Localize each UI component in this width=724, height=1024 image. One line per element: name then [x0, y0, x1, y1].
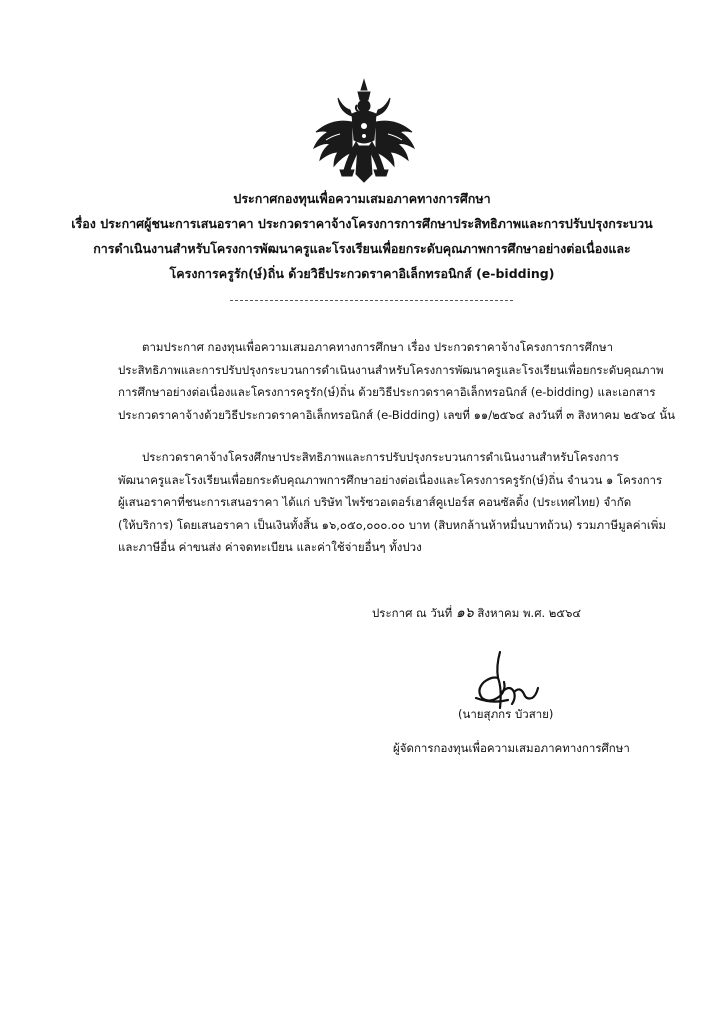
body-paragraph-2 [118, 446, 666, 559]
body-paragraph-1 [118, 336, 676, 426]
header-subject-line-1: เรื่อง ประกาศผู้ชนะการเสนอราคา ประกวดราคาจ้างโครงการการศึกษาประสิทธิภาพและการปรับปรุงกระบวน [71, 216, 653, 231]
header-subject-line-2: การดำเนินงานสำหรับโครงการพัฒนาครูและโรงเรียนเพื่อยกระดับคุณภาพการศึกษาอย่างต่อเนื่องและ [93, 241, 631, 256]
announcement-date [372, 602, 581, 624]
paragraph-line: การศึกษาอย่างต่อเนื่องและโครงการครูรัก(ษ์)ถิ่น ด้วยวิธีประกวดราคาอิเล็กทรอนิกส์ (e-bidding) และเอกสาร [118, 385, 656, 399]
garuda-emblem-icon [310, 78, 418, 188]
date-day: ๑๖ [455, 605, 474, 621]
paragraph-line: ประสิทธิภาพและการปรับปรุงกระบวนการดำเนินงานสำหรับโครงการพัฒนาครูและโรงเรียนเพื่อยกระดับคุณภาพ [118, 362, 664, 377]
signer-name: (นายสุภกร บัวสาย) [458, 707, 554, 721]
paragraph-line: ประกวดราคาจ้างโครงศึกษาประสิทธิภาพและการปรับปรุงกระบวนการดำเนินงานสำหรับโครงการ [142, 450, 619, 464]
date-month-year: สิงหาคม พ.ศ. ๒๕๖๔ [477, 606, 582, 620]
paragraph-line: พัฒนาครูและโรงเรียนเพื่อยกระดับคุณภาพการศึกษาอย่างต่อเนื่องและโครงการครูรัก(ษ์)ถิ่น จำนวน ๑ โครงการ [118, 472, 663, 487]
header-divider [230, 300, 513, 301]
header-title: ประกาศกองทุนเพื่อความเสมอภาคทางการศึกษา [233, 191, 491, 206]
paragraph-line: ตามประกาศ กองทุนเพื่อความเสมอภาคทางการศึกษา เรื่อง ประกวดราคาจ้างโครงการการศึกษา [142, 340, 614, 354]
signer-title: ผู้จัดการกองทุนเพื่อความเสมอภาคทางการศึกษา [393, 741, 630, 755]
paragraph-line: และภาษีอื่น ค่าขนส่ง ค่าจดทะเบียน และค่าใช้จ่ายอื่นๆ ทั้งปวง [118, 540, 422, 554]
paragraph-line: (ให้บริการ) โดยเสนอราคา เป็นเงินทั้งสิ้น ๑๖,๐๕๐,๐๐๐.๐๐ บาท (สิบหกล้านห้าหมื่นบาทถ้วน) รวมภาษีมูลค่าเพิ่ม [118, 517, 666, 532]
date-prefix: ประกาศ ณ วันที่ [372, 606, 453, 620]
paragraph-line: ผู้เสนอราคาที่ชนะการเสนอราคา ได้แก่ บริษัท ไพร้ซวอเตอร์เฮาส์คูเปอร์ส คอนซัลติ้ง (ประเทศไทย) จำกัด [118, 495, 632, 509]
header-subject-line-3: โครงการครูรัก(ษ์)ถิ่น ด้วยวิธีประกวดราคาอิเล็กทรอนิกส์ (e-bidding) [169, 266, 555, 281]
paragraph-line: ประกวดราคาจ้างด้วยวิธีประกวดราคาอิเล็กทรอนิกส์ (e-Bidding) เลขที่ ๑๑/๒๕๖๔ ลงวันที่ ๓ สิงหาคม ๒๕๖๔ นั้น [118, 407, 676, 422]
document-header [40, 186, 684, 286]
